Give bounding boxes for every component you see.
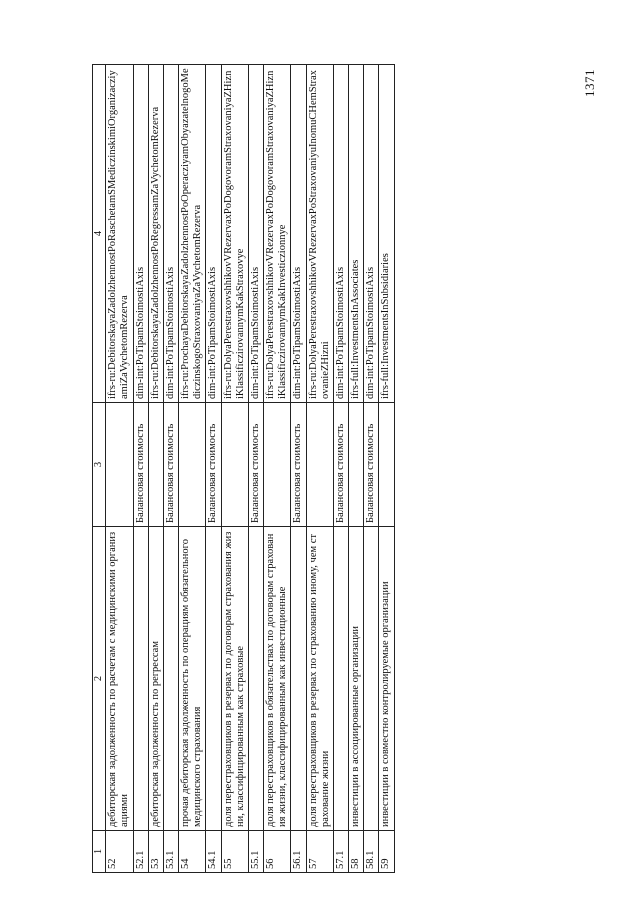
taxonomy-code-cell: dim-int:PoTipamStoimostiAxis [333,65,348,403]
xbrl-mapping-table [92,64,395,873]
column-header: 1 [93,831,106,873]
indicator-name-cell: инвестиции в ассоциированные организации [349,527,364,831]
table-row [106,65,133,873]
row-number-cell: 58.1 [364,831,379,873]
value-type-cell [264,403,291,527]
indicator-name-cell: доля перестраховщиков в обязательствах по договорам страхования жизни, классифицированным как инвестиционные [264,527,291,831]
taxonomy-code-cell: ifrs-full:InvestmentsInAssociates [349,65,364,403]
value-type-cell [306,403,333,527]
taxonomy-code-cell: dim-int:PoTipamStoimostiAxis [364,65,379,403]
row-number-cell: 54.1 [206,831,221,873]
indicator-name-cell [163,527,178,831]
taxonomy-code-cell: dim-int:PoTipamStoimostiAxis [163,65,178,403]
taxonomy-code-cell: dim-int:PoTipamStoimostiAxis [248,65,263,403]
taxonomy-code-cell: dim-int:PoTipamStoimostiAxis [291,65,306,403]
table-row [148,65,163,873]
value-type-cell [106,403,133,527]
row-number-cell: 58 [349,831,364,873]
table-row [221,65,248,873]
table-row [133,65,148,873]
value-type-cell [379,403,394,527]
column-header: 3 [93,403,106,527]
taxonomy-code-cell: dim-int:PoTipamStoimostiAxis [206,65,221,403]
column-header: 4 [93,65,106,403]
value-type-cell [179,403,206,527]
indicator-name-cell: доля перестраховщиков в резервах по договорам страхования жизни, классифицированным как страховые [221,527,248,831]
row-number-cell: 56.1 [291,831,306,873]
taxonomy-code-cell: dim-int:PoTipamStoimostiAxis [133,65,148,403]
indicator-name-cell [364,527,379,831]
table-row [306,65,333,873]
value-type-cell [221,403,248,527]
column-header: 2 [93,527,106,831]
row-number-cell: 52 [106,831,133,873]
row-number-cell: 55.1 [248,831,263,873]
taxonomy-code-cell: ifrs-ru:ProchayaDebitorskayaZadolzhennostPoOperacziyamObyazatelnogoMediczinskogoStraxovaniyaZaVychetomRezerva [179,65,206,403]
value-type-cell: Балансовая стоимость [163,403,178,527]
taxonomy-code-cell: ifrs-ru:DebitorskayaZadolzhennostPoRegressamZaVychetomRezerva [148,65,163,403]
header-row [93,65,106,873]
row-number-cell: 57 [306,831,333,873]
table-row [264,65,291,873]
value-type-cell: Балансовая стоимость [248,403,263,527]
value-type-cell: Балансовая стоимость [206,403,221,527]
indicator-name-cell [248,527,263,831]
row-number-cell: 57.1 [333,831,348,873]
value-type-cell [349,403,364,527]
page-number: 1371 [582,69,597,97]
row-number-cell: 55 [221,831,248,873]
indicator-name-cell: дебиторская задолженность по регрессам [148,527,163,831]
row-number-cell: 52.1 [133,831,148,873]
value-type-cell: Балансовая стоимость [333,403,348,527]
indicator-name-cell: прочая дебиторская задолженность по операциям обязательного медицинского страхования [179,527,206,831]
table-row [333,65,348,873]
value-type-cell [148,403,163,527]
table-row [163,65,178,873]
indicator-name-cell [291,527,306,831]
value-type-cell: Балансовая стоимость [133,403,148,527]
row-number-cell: 54 [179,831,206,873]
taxonomy-code-cell: ifrs-ru:DebitorskayaZadolzhennostPoRaschetamSMediczinskimiOrganizacziyamiZaVychetomRezerva [106,65,133,403]
table-row [349,65,364,873]
row-number-cell: 53 [148,831,163,873]
table-row [364,65,379,873]
indicator-name-cell [333,527,348,831]
row-number-cell: 53.1 [163,831,178,873]
value-type-cell: Балансовая стоимость [291,403,306,527]
indicator-name-cell: инвестиции в совместно контролируемые организации [379,527,394,831]
taxonomy-code-cell: ifrs-ru:DolyaPerestraxovshhikovVRezervaxPoStraxovaniyuInomuCHemStraxovanieZHizni [306,65,333,403]
row-number-cell: 56 [264,831,291,873]
table-row [291,65,306,873]
table-row [248,65,263,873]
table-row [179,65,206,873]
value-type-cell: Балансовая стоимость [364,403,379,527]
indicator-name-cell [133,527,148,831]
taxonomy-code-cell: ifrs-ru:DolyaPerestraxovshhikovVRezervaxPoDogovoramStraxovaniyaZHizniKlassificzirovannymKakStraxovye [221,65,248,403]
indicator-name-cell: дебиторская задолженность по расчетам с медицинскими организациями [106,527,133,831]
indicator-name-cell: доля перестраховщиков в резервах по страхованию иному, чем страхование жизни [306,527,333,831]
table-row [206,65,221,873]
row-number-cell: 59 [379,831,394,873]
indicator-name-cell [206,527,221,831]
table-row [379,65,394,873]
taxonomy-code-cell: ifrs-full:InvestmentsInSubsidiaries [379,65,394,403]
taxonomy-code-cell: ifrs-ru:DolyaPerestraxovshhikovVRezervaxPoDogovoramStraxovaniyaZHizniKlassificzirovannymKakInvesticzionnye [264,65,291,403]
